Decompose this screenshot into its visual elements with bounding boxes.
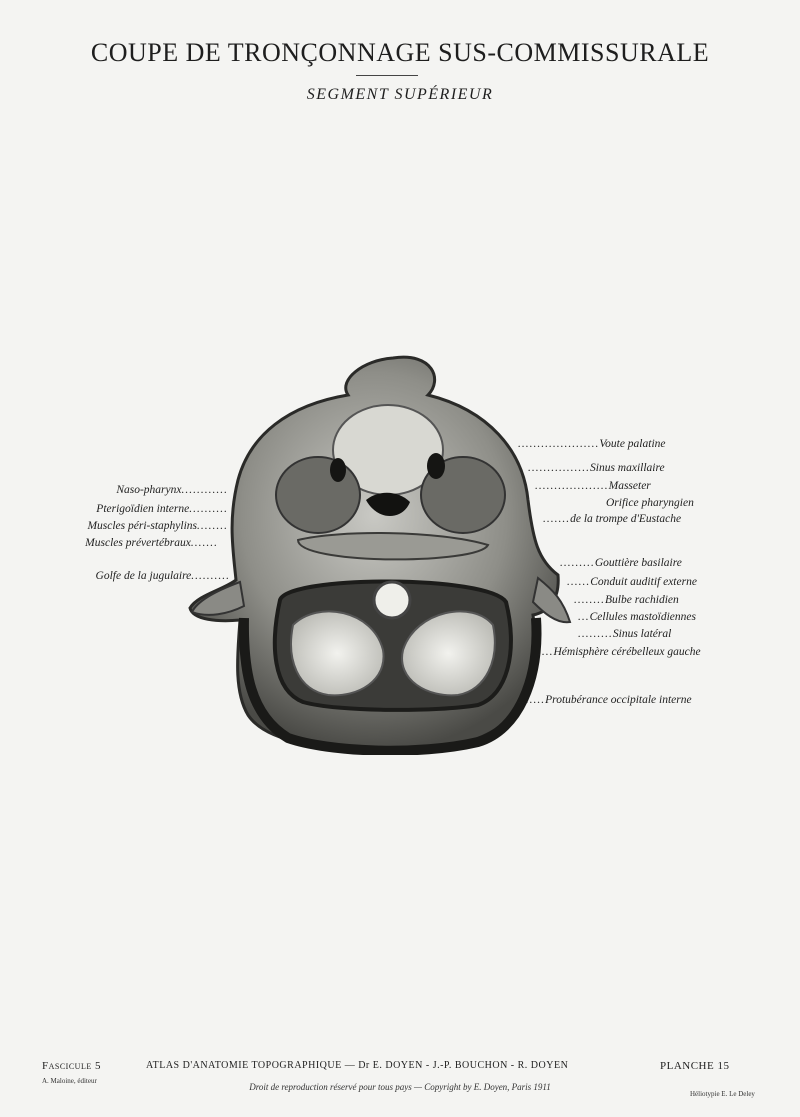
label-text: Muscles péri-staphylins: [87, 520, 197, 532]
fascicule-number: Fascicule 5: [42, 1060, 101, 1072]
leader-dots: ................: [528, 462, 590, 474]
label-text: Cellules mastoïdiennes: [589, 611, 696, 623]
leader-dots: .........: [578, 628, 613, 640]
leader-dots: ...: [578, 611, 590, 623]
label-text: Masseter: [608, 480, 651, 492]
label-bulbe-rachidien: [574, 594, 679, 606]
copyright-notice: Droit de reproduction réservé pour tous pays — Copyright by E. Doyen, Paris 1911: [249, 1082, 551, 1092]
plate-title: COUPE DE TRONÇONNAGE SUS-COMMISSURALE: [90, 38, 710, 67]
printer-credit: Héliotypie E. Le Deley: [690, 1090, 755, 1098]
title-divider: [356, 75, 418, 76]
leader-dots: .......: [190, 537, 218, 549]
label-voute-palatine: [518, 438, 666, 450]
leader-dots: ...................: [535, 480, 609, 492]
label-text: Hémisphère cérébelleux gauche: [553, 646, 701, 658]
label-text: Conduit auditif externe: [590, 576, 697, 588]
label-text: Muscles prévertébraux: [85, 537, 191, 549]
label-text: Sinus maxillaire: [590, 462, 665, 474]
editor-credit: A. Maloine, éditeur: [42, 1077, 97, 1085]
label-trompe-eustache: [543, 513, 681, 525]
label-muscles-prevertebraux: [85, 537, 218, 549]
label-orifice-pharyngien: [606, 497, 694, 509]
atlas-credit: ATLAS D'ANATOMIE TOPOGRAPHIQUE — Dr E. DOYEN - J.-P. BOUCHON - R. DOYEN: [146, 1060, 569, 1071]
label-text: Naso-pharynx: [116, 484, 182, 496]
label-protuberance-occipitale: [518, 694, 692, 706]
planche-number: PLANCHE 15: [660, 1060, 730, 1072]
label-text: de la trompe d'Eustache: [570, 513, 682, 525]
label-pterigoidien-interne: [96, 503, 228, 515]
leader-dots: ..........: [189, 503, 228, 515]
label-text: Sinus latéral: [612, 628, 672, 640]
plate-subtitle: SEGMENT SUPÉRIEUR: [306, 86, 494, 103]
leader-dots: .........: [560, 557, 595, 569]
label-text: Protubérance occipitale interne: [545, 694, 692, 706]
label-text: Gouttière basilaire: [594, 557, 682, 569]
label-muscles-peri-staphylins: [87, 520, 228, 532]
label-hemisphere-cerebelleux: [538, 646, 701, 658]
leader-dots: ........: [197, 520, 228, 532]
label-text: Voute palatine: [599, 438, 666, 450]
label-text: Bulbe rachidien: [605, 594, 679, 606]
label-naso-pharynx: [116, 484, 228, 496]
label-gouttiere-basilaire: [560, 557, 682, 569]
label-text: Golfe de la jugulaire: [95, 570, 192, 582]
leader-dots: ......: [567, 576, 591, 588]
leader-dots: ..........: [191, 570, 230, 582]
label-text: Pterigoïdien interne: [96, 503, 190, 515]
leader-dots: .......: [543, 513, 571, 525]
leader-dots: .....................: [518, 438, 600, 450]
label-conduit-auditif: [567, 576, 697, 588]
leader-dots: ....: [538, 646, 554, 658]
label-masseter: [535, 480, 651, 492]
label-text: Orifice pharyngien: [606, 497, 694, 509]
label-sinus-lateral: [578, 628, 671, 640]
leader-dots: ........: [574, 594, 605, 606]
label-sinus-maxillaire: [528, 462, 665, 474]
label-cellules-mastoidiennes: [578, 611, 696, 623]
leader-dots: .......: [518, 694, 546, 706]
label-golfe-jugulaire: [96, 570, 230, 582]
leader-dots: ............: [181, 484, 228, 496]
